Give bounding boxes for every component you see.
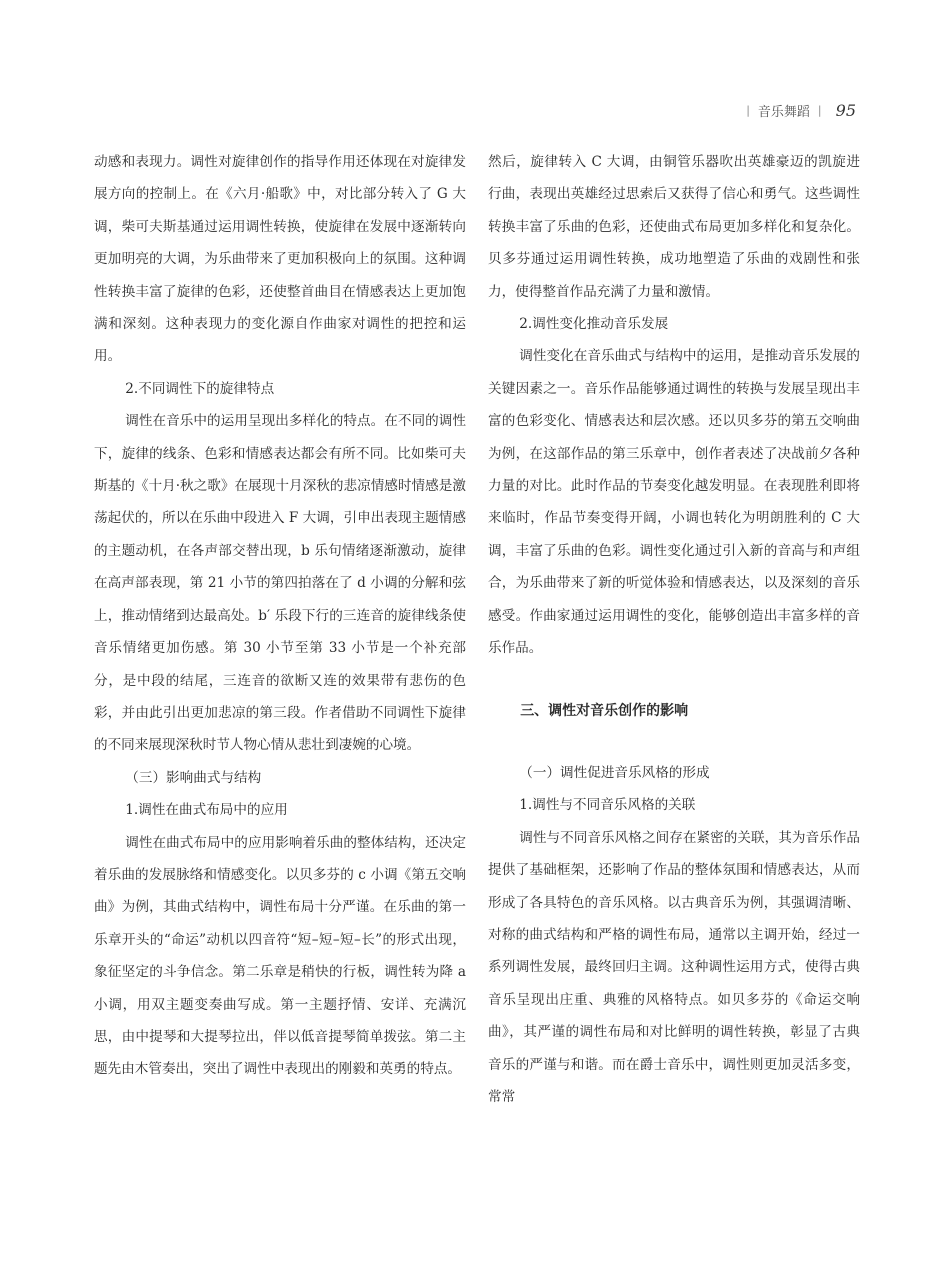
running-header xyxy=(746,101,856,120)
paragraph: 然后，旋律转入 C 大调，由铜管乐器吹出英雄豪迈的凯旋进行曲，表现出英雄经过思索后又获得了信心和勇气。这些调性转换丰富了乐曲的色彩，还使曲式布局更加多样化和复杂化。贝多芬通过运用调性转换，成功地塑造了乐曲的戏剧性和张力，使得整首作品充满了力量和激情。 xyxy=(488,154,860,300)
subheading: （一）调性促进音乐风格的形成 xyxy=(519,764,710,781)
subheading: （三）影响曲式与结构 xyxy=(125,769,262,786)
right-column xyxy=(488,146,860,1113)
paragraph: 调性与不同音乐风格之间存在紧密的关联，其为音乐作品提供了基础框架，还影响了作品的整体氛围和情感表达，从而形成了各具特色的音乐风格。以古典音乐为例，其强调清晰、对称的曲式结构和严格的调性布局，通常以主调开始，经过一系列调性发展，最终回归主调。这种调性运用方式，使得古典音乐呈现出庄重、典雅的风格特点。如贝多芬的《命运交响曲》，其严谨的调性布局和对比鲜明的调性转换，彰显了古典音乐的严谨与和谐。而在爵士音乐中，调性则更加灵活多变，常常 xyxy=(488,829,860,1105)
subheading: 1.调性在曲式布局中的应用 xyxy=(125,802,288,819)
header-divider: | xyxy=(817,104,822,117)
header-divider: | xyxy=(746,104,750,117)
paragraph: 动感和表现力。调性对旋律创作的指导作用还体现在对旋律发展方向的控制上。在《六月·船歌》中，对比部分转入了 G 大调，柴可夫斯基通过运用调性转换，使旋律在发展中逐渐转向更加明亮的大调，为乐曲带来了更加积极向上的氛围。这种调性转换丰富了旋律的色彩，还使整首曲目在情感表达上更加饱满和深刻。这种表现力的变化源自作曲家对调性的把控和运用。 xyxy=(94,154,466,365)
subheading: 2.调性变化推动音乐发展 xyxy=(519,316,669,333)
journal-name: 音乐舞蹈 xyxy=(757,105,810,120)
subheading: 1.调性与不同音乐风格的关联 xyxy=(519,797,696,814)
paragraph: 调性变化在音乐曲式与结构中的运用，是推动音乐发展的关键因素之一。音乐作品能够通过调性的转换与发展呈现出丰富的色彩变化、情感表达和层次感。还以贝多芬的第五交响曲为例，在这部作品的第三乐章中，创作者表述了决战前夕各种力量的对比。此时作品的节奏变化越发明显。在表现胜利即将来临时，作品节奏变得开阔，小调也转化为明朗胜利的 C 大调，丰富了乐曲的色彩。调性变化通过引入新的音高与和声组合，为乐曲带来了新的听觉体验和情感表达，以及深刻的音乐感受。作曲家通过运用调性的变化，能够创造出丰富多样的音乐作品。 xyxy=(488,348,860,657)
left-column xyxy=(94,146,466,1086)
paragraph: 调性在音乐中的运用呈现出多样化的特点。在不同的调性下，旋律的线条、色彩和情感表达都会有所不同。比如柴可夫斯基的《十月·秋之歌》在展现十月深秋的悲凉情感时情感是激荡起伏的，所以在乐曲中段进入 F 大调，引申出表现主题情感的主题动机，在各声部交替出现，b 乐句情绪逐渐激动，旋律在高声部表现，第 21 小节的第四拍落在了 d 小调的分解和弦上，推动情绪到达最高处。b′ 乐段下行的三连音的旋律线条使音乐情绪更加伤感。第 30 小节至第 33 小节是一个补充部分，是中段的结尾，三连音的欲断又连的效果带有悲伤的色彩，并由此引出更加悲凉的第三段。作者借助不同调性下旋律的不同来展现深秋时节人物心情从悲壮到凄婉的心境。 xyxy=(94,413,466,754)
page-number: 95 xyxy=(835,101,856,120)
section-heading: 三、调性对音乐创作的影响 xyxy=(520,702,689,719)
paragraph: 调性在曲式布局中的应用影响着乐曲的整体结构，还决定着乐曲的发展脉络和情感变化。以贝多芬的 c 小调《第五交响曲》为例，其曲式结构中，调性布局十分严谨。在乐曲的第一乐章开头的“命运”动机以四音符“短–短–短–长”的形式出现，象征坚定的斗争信念。第二乐章是稍快的行板，调性转为降 a 小调，用双主题变奏曲写成。第一主题抒情、安详、充满沉思，由中提琴和大提琴拉出，伴以低音提琴简单拨弦。第二主题先由木管奏出，突出了调性中表现出的刚毅和英勇的特点。 xyxy=(94,834,466,1078)
subheading: 2.不同调性下的旋律特点 xyxy=(125,380,275,397)
